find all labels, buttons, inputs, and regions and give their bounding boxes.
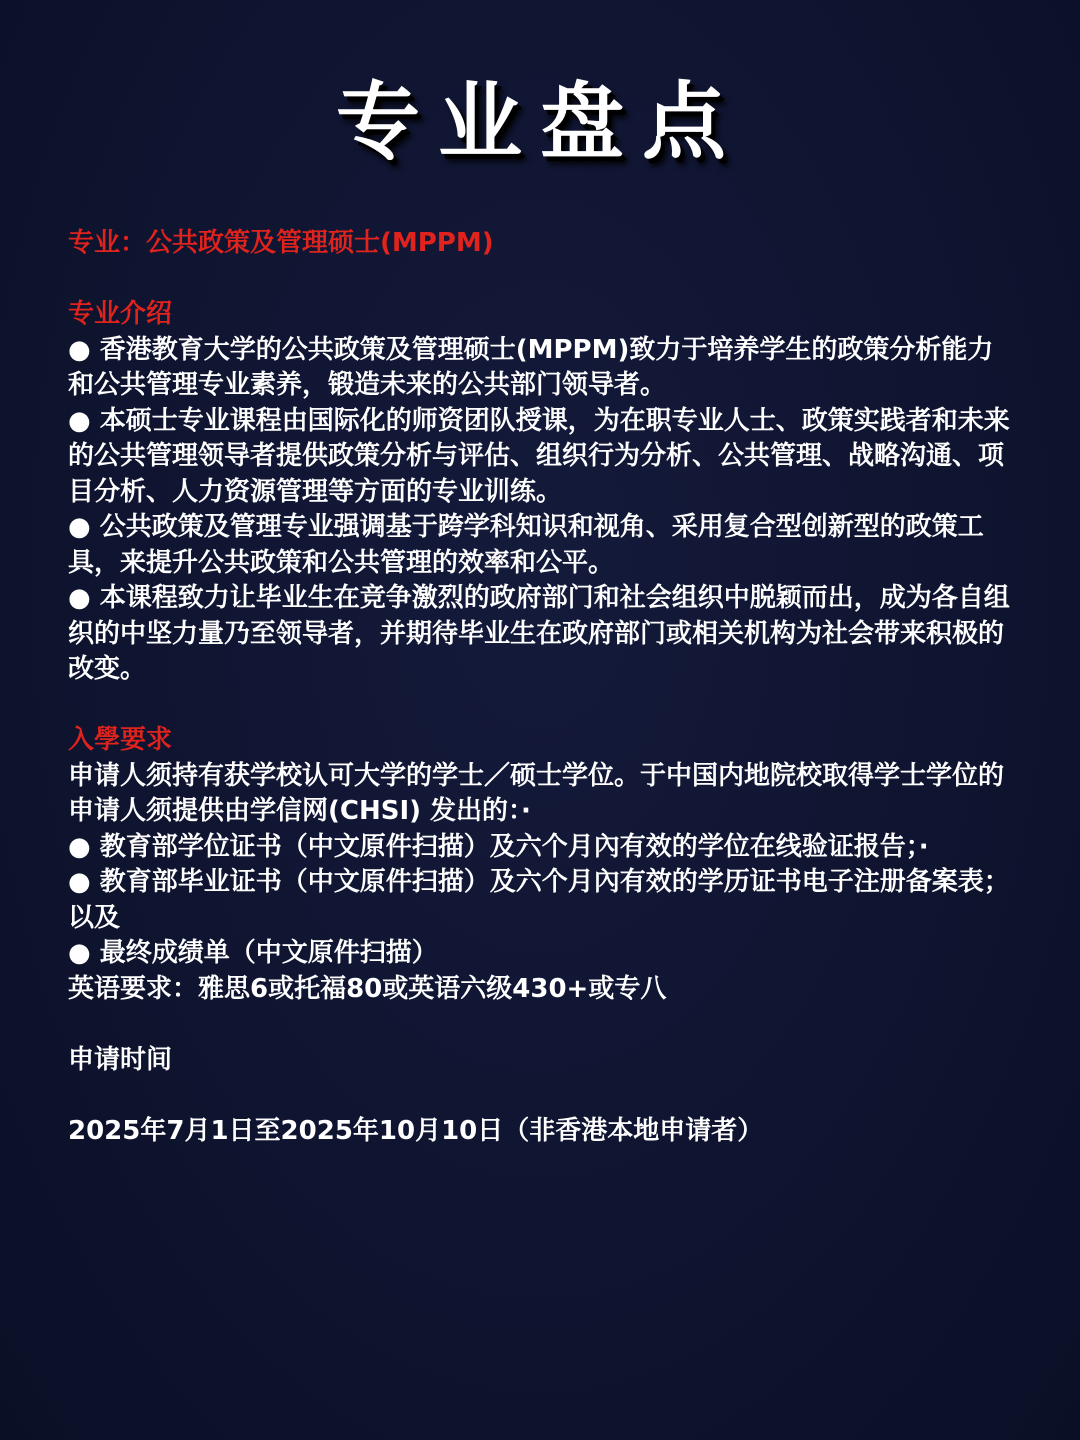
admission-bullet: ● 教育部毕业证书（中文原件扫描）及六个月內有效的学历证书电子注册备案表；以及 xyxy=(68,867,1010,933)
spacer xyxy=(68,262,1018,298)
spacer xyxy=(68,688,1018,724)
main-content xyxy=(68,226,1018,1149)
major-line: 专业：公共政策及管理硕士(MPPM) xyxy=(68,228,494,258)
intro-bullet: ● 香港教育大学的公共政策及管理硕士(MPPM)致力于培养学生的政策分析能力和公共管理专业素养，锻造未来的公共部门领导者。 xyxy=(68,334,994,400)
intro-bullet: ● 公共政策及管理专业强调基于跨学科知识和视角、采用复合型创新型的政策工具，来提升公共政策和公共管理的效率和公平。 xyxy=(68,512,984,578)
admission-bullet: ● 教育部学位证书（中文原件扫描）及六个月內有效的学位在线验证报告；· xyxy=(68,831,929,862)
page-title: 专业盘点 xyxy=(335,73,744,171)
english-requirement: 英语要求：雅思6或托福80或英语六级430+或专八 xyxy=(68,973,667,1004)
spacer xyxy=(68,1078,1018,1114)
admission-intro: 申请人须持有获学校认可大学的学士／硕士学位。于中国内地院校取得学士学位的申请人须提供由学信网(CHSI) 发出的：· xyxy=(68,760,1005,826)
spacer xyxy=(68,1007,1018,1043)
application-period: 2025年7月1日至2025年10月10日（非香港本地申请者） xyxy=(68,1115,764,1146)
intro-heading: 专业介绍 xyxy=(68,299,173,329)
intro-bullet: ● 本硕士专业课程由国际化的师资团队授课，为在职专业人士、政策实践者和未来的公共管理领导者提供政策分析与评估、组织行为分析、公共管理、战略沟通、项目分析、人力资源管理等方面的专业训练。 xyxy=(68,405,1010,507)
intro-bullet: ● 本课程致力让毕业生在竞争激烈的政府部门和社会组织中脱颖而出，成为各自组织的中坚力量乃至领导者，并期待毕业生在政府部门或相关机构为社会带来积极的改变。 xyxy=(68,583,1010,684)
admission-heading: 入學要求 xyxy=(68,725,173,755)
application-heading: 申请时间 xyxy=(68,1044,173,1075)
admission-bullet: ● 最终成绩单（中文原件扫描） xyxy=(68,938,438,968)
